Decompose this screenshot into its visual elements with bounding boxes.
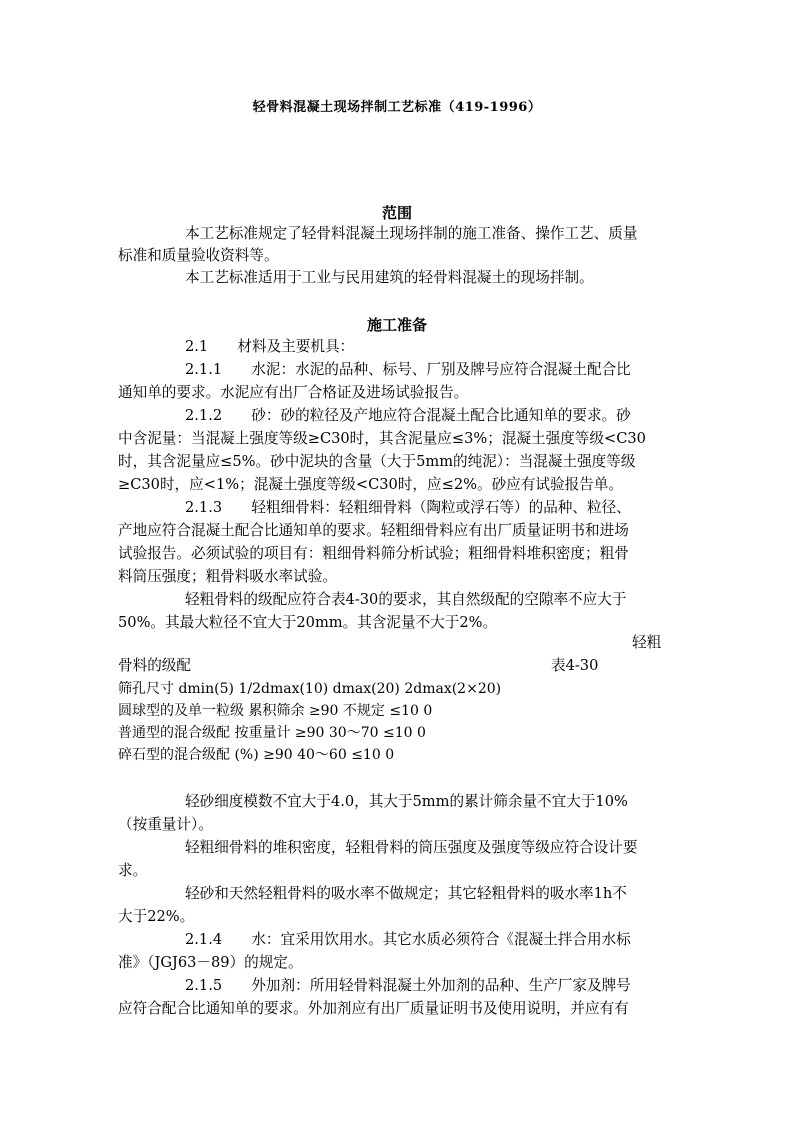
paragraph-line: 产地应符合混凝土配合比通知单的要求。轻粗细骨料应有出厂质量证明书和进场 — [118, 522, 629, 539]
heading-scope: 范围 — [381, 204, 412, 222]
paragraph-line: 轻砂和天然轻粗骨料的吸水率不做规定；其它轻粗骨料的吸水率1h不 — [185, 885, 627, 902]
paragraph-line: 2.1.5 外加剂：所用轻骨料混凝土外加剂的品种、生产厂家及牌号 — [185, 977, 631, 994]
paragraph-line: 标准和质量验收资料等。 — [118, 247, 279, 264]
table-row: 普通型的混合级配 按重量计 ≥90 30～70 ≤10 0 — [118, 725, 426, 741]
table-caption-fragment: 轻粗 — [632, 634, 662, 651]
paragraph-line: ≥C30时，应<1%；混凝土强度等级<C30时，应≤2%。砂应有试验报告单。 — [118, 476, 623, 493]
paragraph-line: 本工艺标准规定了轻骨料混凝土现场拌制的施工准备、操作工艺、质量 — [185, 225, 638, 242]
paragraph-line: 应符合配合比通知单的要求。外加剂应有出厂质量证明书及使用说明，并应有有 — [118, 1000, 629, 1017]
paragraph-line: 时，其含泥量应≤5%。砂中泥块的含量（大于5mm的纯泥）：当混凝土强度等级 — [118, 453, 636, 470]
table-row: 筛孔尺寸 dmin(5) 1/2dmax(10) dmax(20) 2dmax(2×20) — [118, 681, 502, 697]
document-title: 轻骨料混凝土现场拌制工艺标准（419-1996） — [252, 100, 542, 115]
paragraph-line: 2.1.2 砂：砂的粒径及产地应符合混凝土配合比通知单的要求。砂 — [185, 407, 631, 424]
paragraph-line: 大于22%。 — [118, 908, 195, 925]
paragraph-line: 2.1.3 轻粗细骨料：轻粗细骨料（陶粒或浮石等）的品种、粒径、 — [185, 499, 631, 516]
paragraph-line: 试验报告。必须试验的项目有：粗细骨料筛分析试验；粗细骨料堆积密度；粗骨 — [118, 545, 629, 562]
paragraph-line: 2.1.4 水：宜采用饮用水。其它水质必须符合《混凝土拌合用水标 — [185, 931, 631, 948]
paragraph-line: 轻砂细度模数不宜大于4.0，其大于5mm的累计筛余量不宜大于10% — [185, 793, 628, 810]
table-row: 圆球型的及单一粒级 累积筛余 ≥90 不规定 ≤10 0 — [118, 703, 433, 719]
paragraph-line: （按重量计）。 — [118, 816, 213, 833]
paragraph-line: 中含泥量：当混凝上强度等级≥C30时，其含泥量应≤3%；混凝土强度等级<C30 — [118, 430, 646, 447]
heading-construction-prep: 施工准备 — [366, 316, 427, 334]
table-caption: 骨料的级配 — [118, 657, 191, 674]
paragraph-line: 轻粗细骨料的堆积密度，轻粗骨料的筒压强度及强度等级应符合设计要 — [185, 839, 638, 856]
paragraph-line: 轻粗骨料的级配应符合表4-30的要求，其自然级配的空隙率不应大于 — [185, 591, 627, 608]
paragraph-line: 料筒压强度；粗骨料吸水率试验。 — [118, 568, 337, 585]
paragraph-line: 2.1 材料及主要机具： — [185, 338, 355, 355]
paragraph-line: 50%。其最大粒径不宜大于20mm。其含泥量不大于2%。 — [118, 614, 498, 631]
paragraph-line: 本工艺标准适用于工业与民用建筑的轻骨料混凝土的现场拌制。 — [185, 269, 594, 286]
paragraph-line: 准》（JGJ63－89）的规定。 — [118, 954, 303, 971]
paragraph-line: 求。 — [118, 862, 148, 879]
table-row: 碎石型的混合级配 (%) ≥90 40～60 ≤10 0 — [118, 747, 395, 763]
paragraph-line: 2.1.1 水泥：水泥的品种、标号、厂别及牌号应符合混凝土配合比 — [185, 361, 631, 378]
table-number: 表4-30 — [551, 657, 599, 674]
paragraph-line: 通知单的要求。水泥应有出厂合格证及进场试验报告。 — [118, 384, 469, 401]
